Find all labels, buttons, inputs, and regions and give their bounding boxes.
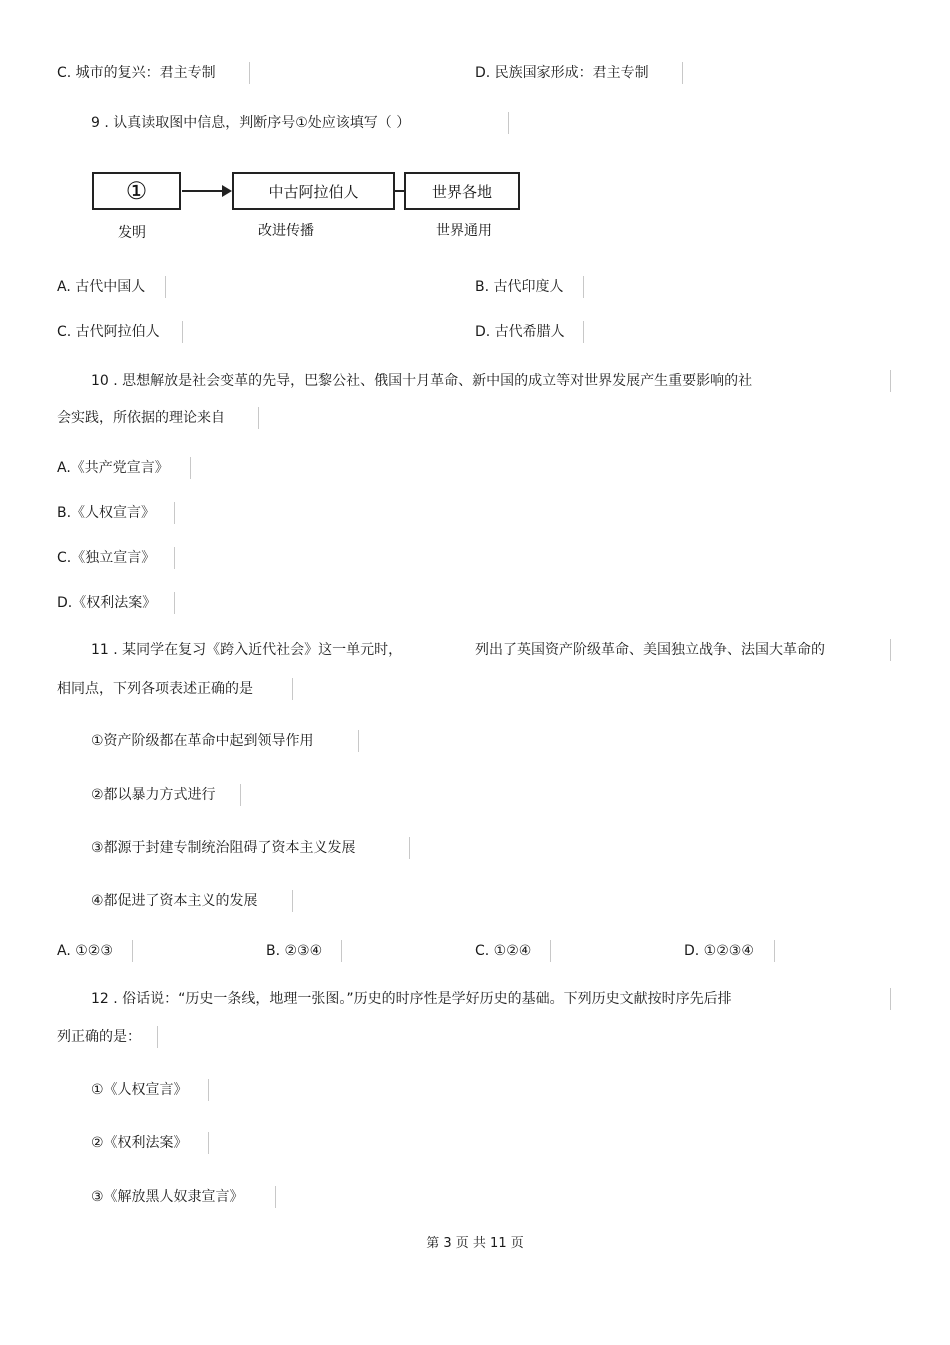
q11-stem-line1b: 列出了英国资产阶级革命、美国独立战争、法国大革命的 [475, 642, 825, 658]
q10-stem-line1: 10 . 思想解放是社会变革的先导，巴黎公社、俄国十月革命、新中国的成立等对世界发展产生重要影响的社 [91, 373, 753, 389]
answer-box [91, 1132, 209, 1154]
diagram-box-origin-label: ① [125, 177, 148, 205]
answer-box [91, 370, 891, 392]
q11-option-a: A. ①②③ [57, 943, 113, 959]
answer-box [57, 592, 175, 614]
q12-item-3: ③《解放黑人奴隶宣言》 [91, 1189, 244, 1205]
answer-box [266, 940, 342, 962]
answer-box [57, 678, 293, 700]
answer-box [475, 276, 584, 298]
q9-option-b: B. 古代印度人 [475, 279, 564, 295]
q8-option-c: C. 城市的复兴：君主专制 [57, 65, 216, 81]
q11-item-3: ③都源于封建专制统治阻碍了资本主义发展 [91, 840, 356, 856]
q10-option-a: A.《共产党宣言》 [57, 460, 169, 476]
answer-box [684, 940, 775, 962]
answer-box [475, 321, 584, 343]
q9-stem: 9 . 认真读取图中信息，判断序号①处应该填写（ ） [91, 115, 411, 131]
answer-box [91, 988, 891, 1010]
q12-stem-line1: 12 . 俗话说：“历史一条线，地理一张图。”历史的时序性是学好历史的基础。下列历史文献按时序先后排 [91, 991, 732, 1007]
q11-option-d: D. ①②③④ [684, 943, 754, 959]
q8-option-d: D. 民族国家形成：君主专制 [475, 65, 649, 81]
answer-box [57, 502, 175, 524]
q9-diagram [88, 166, 522, 250]
diagram-label-universal: 世界通用 [436, 223, 492, 239]
q11-option-b: B. ②③④ [266, 943, 323, 959]
answer-box [475, 940, 551, 962]
page-number: 第 3 页 共 11 页 [426, 1236, 524, 1251]
q11-item-4: ④都促进了资本主义的发展 [91, 893, 258, 909]
answer-box [57, 547, 175, 569]
q9-option-c: C. 古代阿拉伯人 [57, 324, 160, 340]
answer-box [57, 321, 183, 343]
answer-box [57, 940, 133, 962]
answer-box [475, 62, 683, 84]
q11-option-c: C. ①②④ [475, 943, 532, 959]
answer-box [91, 112, 509, 134]
diagram-label-invent: 发明 [118, 225, 146, 241]
answer-box [91, 1186, 276, 1208]
q10-option-d: D.《权利法案》 [57, 595, 157, 611]
q11-item-2: ②都以暴力方式进行 [91, 787, 216, 803]
answer-box [91, 837, 410, 859]
answer-box [57, 1026, 158, 1048]
q12-item-2: ②《权利法案》 [91, 1135, 188, 1151]
diagram-box-arab [232, 172, 395, 210]
q9-option-a: A. 古代中国人 [57, 279, 146, 295]
answer-box [91, 730, 359, 752]
answer-box [91, 784, 241, 806]
diagram-box-world-label: 世界各地 [431, 182, 492, 201]
q10-stem-line2: 会实践，所依据的理论来自 [57, 410, 225, 426]
q12-item-1: ①《人权宣言》 [91, 1082, 188, 1098]
diagram-box-arab-label: 中古阿拉伯人 [268, 182, 359, 201]
diagram-box-world [404, 172, 520, 210]
arrow-right-icon [182, 184, 232, 198]
q9-option-d: D. 古代希腊人 [475, 324, 565, 340]
q11-item-1: ①资产阶级都在革命中起到领导作用 [91, 733, 314, 749]
answer-box [57, 457, 191, 479]
answer-box [57, 407, 259, 429]
answer-box [57, 276, 166, 298]
q10-option-b: B.《人权宣言》 [57, 505, 156, 521]
q12-stem-line2: 列正确的是： [57, 1029, 141, 1045]
answer-box [91, 639, 891, 661]
q10-option-c: C.《独立宣言》 [57, 550, 156, 566]
answer-box [91, 1079, 209, 1101]
q11-stem-line2: 相同点，下列各项表述正确的是 [57, 681, 253, 697]
diagram-label-spread: 改进传播 [258, 223, 314, 239]
answer-box [57, 62, 250, 84]
q11-stem-line1a: 11 . 某同学在复习《跨入近代社会》这一单元时， [91, 642, 403, 658]
diagram-box-origin [92, 172, 181, 210]
answer-box [91, 890, 293, 912]
